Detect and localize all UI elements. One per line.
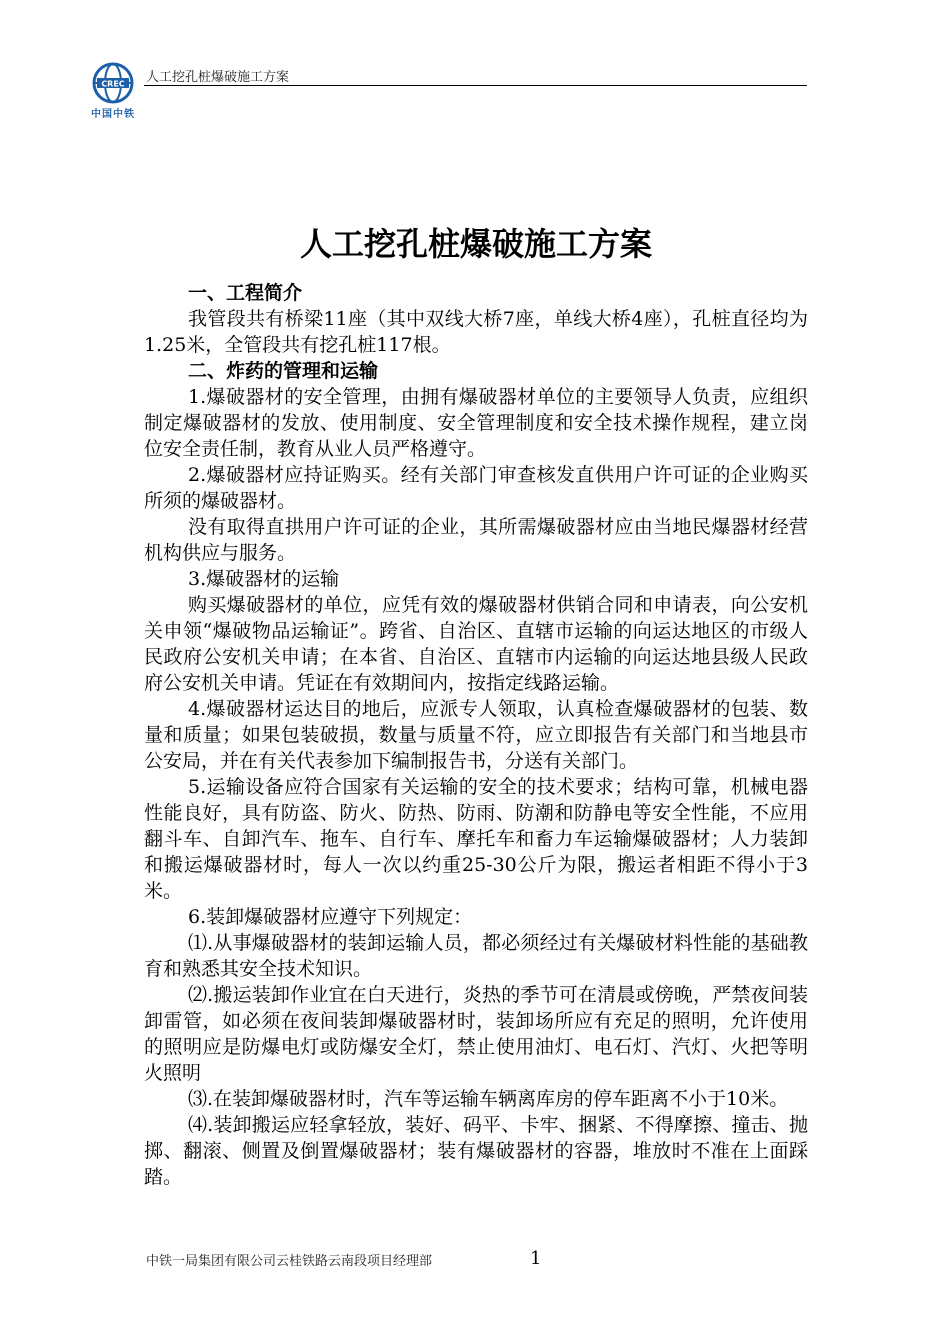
logo-caption: 中国中铁 [91, 109, 135, 120]
page-number: 1 [530, 1248, 542, 1269]
paragraph: 购买爆破器材的单位，应凭有效的爆破器材供销合同和申请表，向公安机关申领“爆破物品运输证”。跨省、自治区、直辖市运输的向运达地区的市级人民政府公安机关申请；在本省、自治区、直辖市内运输的向运达地县级人民政府公安机关申请。凭证在有效期间内，按指定线路运输。 [144, 594, 808, 694]
paragraph: 2.爆破器材应持证购买。经有关部门审查核发直供用户许可证的企业购买所须的爆破器材。 [144, 464, 808, 512]
running-header-title: 人工挖孔桩爆破施工方案 [146, 70, 290, 85]
paragraph: 我管段共有桥梁11座（其中双线大桥7座，单线大桥4座），孔桩直径均为1.25米，全管段共有挖孔桩117根。 [144, 308, 808, 356]
paragraph: ⑵.搬运装卸作业宜在白天进行，炎热的季节可在清晨或傍晚，严禁夜间装卸雷管，如必须在夜间装卸爆破器材时，装卸场所应有充足的照明，允许使用的照明应是防爆电灯或防爆安全灯，禁止使用油灯、电石灯、汽灯、火把等明火照明 [144, 984, 808, 1084]
paragraph: 没有取得直拱用户许可证的企业，其所需爆破器材应由当地民爆器材经营机构供应与服务。 [144, 516, 808, 564]
header-divider [144, 85, 807, 86]
paragraph: ⑷.装卸搬运应轻拿轻放，装好、码平、卡牢、捆紧、不得摩擦、撞击、抛掷、翻滚、侧置及倒置爆破器材；装有爆破器材的容器，堆放时不准在上面踩踏。 [144, 1114, 808, 1188]
document-title: 人工挖孔桩爆破施工方案 [299, 225, 652, 263]
paragraph: 6.装卸爆破器材应遵守下列规定： [188, 906, 473, 928]
company-logo [88, 62, 138, 122]
crec-logo-icon [88, 62, 138, 104]
paragraph: 4.爆破器材运达目的地后，应派专人领取，认真检查爆破器材的包装、数量和质量；如果包装破损，数量与质量不符，应立即报告有关部门和当地县市公安局，并在有关代表参加下编制报告书，分送有关部门。 [144, 698, 808, 772]
paragraph: ⑶.在装卸爆破器材时，汽车等运输车辆离库房的停车距离不小于10米。 [188, 1088, 789, 1110]
section-heading: 一、工程简介 [188, 282, 303, 304]
document-body [144, 222, 808, 1190]
paragraph: ⑴.从事爆破器材的装卸运输人员，都必须经过有关爆破材料性能的基础教育和熟悉其安全技术知识。 [144, 932, 808, 980]
paragraph: 1.爆破器材的安全管理，由拥有爆破器材单位的主要领导人负责，应组织制定爆破器材的发放、使用制度、安全管理制度和安全技术操作规程，建立岗位安全责任制，教育从业人员严格遵守。 [144, 386, 808, 460]
paragraph: 5.运输设备应符合国家有关运输的安全的技术要求；结构可靠，机械电器性能良好，具有防盗、防火、防热、防雨、防潮和防静电等安全性能，不应用翻斗车、自卸汽车、拖车、自行车、摩托车和畜力车运输爆破器材；人力装卸和搬运爆破器材时，每人一次以约重25-30公斤为限，搬运者相距不得小于3米。 [144, 776, 808, 902]
section-heading: 二、炸药的管理和运输 [188, 360, 379, 382]
svg-text:CREC: CREC [101, 79, 125, 89]
footer-company: 中铁一局集团有限公司云桂铁路云南段项目经理部 [146, 1254, 433, 1269]
paragraph: 3.爆破器材的运输 [188, 568, 340, 590]
